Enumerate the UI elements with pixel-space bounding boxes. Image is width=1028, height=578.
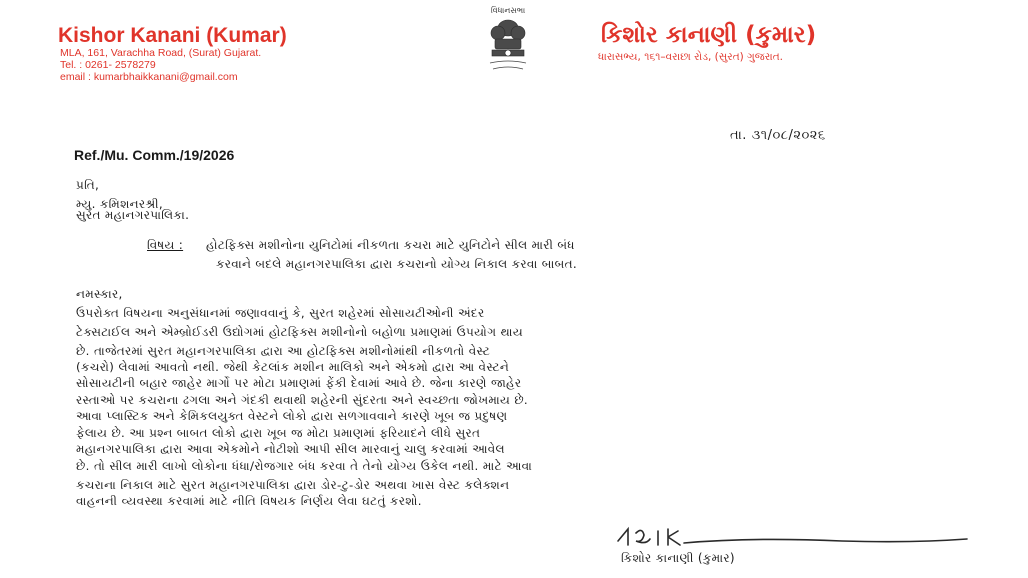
subject-label: વિષય : [147,238,184,252]
emblem-caption: વિધાનસભા [490,6,526,15]
subject-line: કરવાને બદલે મહાનગરપાલિકા દ્વારા કચરાનો યોગ્ય નિકાલ કરવા બાબત. [216,257,577,271]
body-line: વાહનની વ્યવસ્થા કરવામાં માટે નીતિ વિષયક નિર્ણય લેવા ઘટતું કરશો. [76,494,422,508]
recipient-line: પ્રતિ, [76,178,100,192]
letterhead-email: email : kumarbhaikkanani@gmail.com [60,71,238,83]
body-line: સોસાયટીની બહાર જાહેર માર્ગો પર મોટા પ્રમાણમાં ફેંકી દેવામાં આવે છે. જેના કારણે જાહેર [76,376,522,390]
letterhead-address-english: MLA, 161, Varachha Road, (Surat) Gujarat. [60,47,262,59]
body-line: ઉપરોક્ત વિષયના અનુસંધાનમાં જણાવવાનું કે, સુરત શહેરમાં સોસાયટીઓની અંદર [76,306,485,320]
recipient-line: સુરત મહાનગરપાલિકા. [76,208,190,222]
state-emblem-icon [468,6,548,82]
body-line: કચરાના નિકાલ માટે સુરત મહાનગરપાલિકા દ્વારા ડોર-ટુ-ડોર અથવા ખાસ વેસ્ટ કલેક્શન [76,478,510,492]
handwritten-signature [612,523,972,549]
body-line: (કચરો) લેવામાં આવતો નથી. જેથી કેટલાંક મશીન માલિકો અને એકમો દ્વારા આ વેસ્ટને [76,360,510,374]
body-line: આવા પ્લાસ્ટિક અને કેમિકલયુક્ત વેસ્ટને લોકો દ્વારા સળગાવવાને કારણે ખૂબ જ પ્રદુષણ [76,409,508,423]
body-line: રસ્તાઓ પર કચરાના ઢગલા અને ગંદકી થવાથી શહેરની સુંદરતા અને સ્વચ્છતા જોખમાય છે. [76,393,529,407]
letterhead-address-gujarati: ધારાસભ્ય, ૧૬૧–વરાછા રોડ, (સુરત) ગુજરાત. [598,51,784,63]
body-line: ફેલાય છે. આ પ્રશ્ન બાબત લોકો દ્વારા ખૂબ જ મોટા પ્રમાણમાં ફરિયાદને લીધે સુરત [76,426,481,440]
letterhead-name-gujarati: કિશોર કાનાણી (કુમાર) [601,22,817,48]
signatory-name: કિશોર કાનાણી (કુમાર) [621,551,735,565]
subject-line: હોટફિક્સ મશીનોના યુનિટોમાં નીકળતા કચરા માટે યુનિટોને સીલ મારી બંધ [206,238,575,252]
greeting: નમસ્કાર, [76,287,123,301]
reference-number: Ref./Mu. Comm./19/2026 [74,147,235,163]
letter-date: તા. ૩૧/૦૮/૨૦૨૬ [730,128,826,143]
body-line: છે. તાજેતરમાં સુરત મહાનગરપાલિકા દ્વારા આ હોટફિક્સ મશીનોમાંથી નીકળતો વેસ્ટ [76,344,491,358]
letterhead-telephone: Tel. : 0261- 2578279 [60,59,156,71]
body-line: ટેક્સટાઈલ અને એમ્બ્રોઈડરી ઉદ્યોગમાં હોટફિક્સ મશીનોનો બહોળા પ્રમાણમાં ઉપયોગ થાય [76,325,523,339]
letterhead-name-english: Kishor Kanani (Kumar) [58,24,287,47]
body-line: છે. તો સીલ મારી લાખો લોકોના ધંધા/રોજગાર બંધ કરવા તે તેનો યોગ્ય ઉકેલ નથી. માટે આવા [76,459,533,473]
recipient-line: મ્યુ. કમિશનરશ્રી, [76,197,163,211]
body-line: મહાનગરપાલિકા દ્વારા આવા એકમોને નોટીશો આપી સીલ મારવાનું ચાલુ કરવામાં આવેલ [76,442,505,456]
